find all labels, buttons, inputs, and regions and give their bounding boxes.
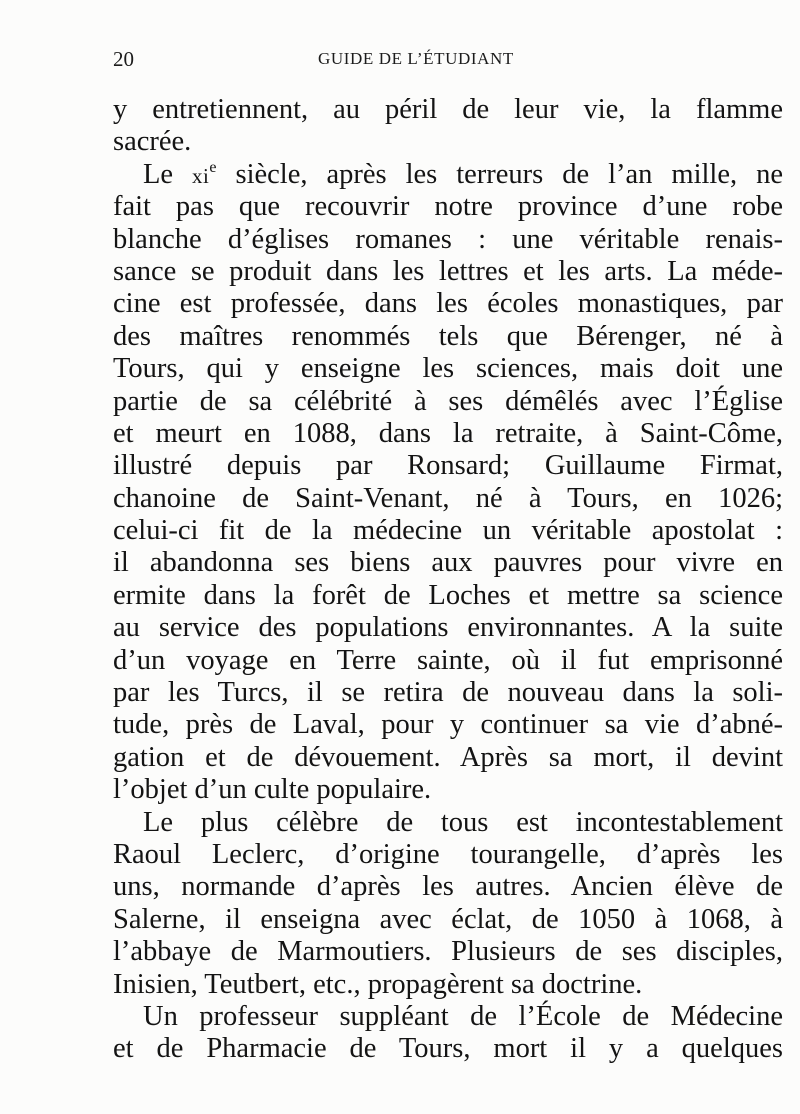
text-line: et de Pharmacie de Tours, mort il y a quelques [113,1033,783,1065]
text-line: au service des populations environnantes. A la suite [113,612,783,644]
text-line: Inisien, Teutbert, etc., propagèrent sa doctrine. [113,968,643,1000]
text-line: partie de sa célébrité à ses démêlés avec l’Église [113,385,783,417]
text-line: et meurt en 1088, dans la retraite, à Saint-Côme, [113,417,783,449]
text-segment: siècle, après les terreurs de l’an mille, ne [216,158,783,190]
text-line: fait pas que recouvrir notre province d’une robe [113,191,783,223]
text-line: d’un voyage en Terre sainte, où il fut emprisonné [113,644,783,676]
text-line: l’objet d’un culte populaire. [113,774,432,806]
text-line: sacrée. [113,126,192,158]
text-line: y entretiennent, au péril de leur vie, la flamme [113,94,783,125]
text-line: ermite dans la forêt de Loches et mettre sa science [113,579,783,611]
text-line: l’abbaye de Marmoutiers. Plusieurs de ses disciples, [113,936,783,968]
text-line: Le plus célèbre de tous est incontestablement [143,806,783,838]
text-segment: Le [143,158,193,190]
text-line: Un professeur suppléant de l’École de Médecine [143,1000,783,1032]
century-numeral: xi [192,163,210,188]
ordinal-superscript: e [209,158,217,176]
text-line: blanche d’églises romanes : une véritable renais- [113,223,783,255]
text-line: illustré depuis par Ronsard; Guillaume Firmat, [113,450,783,482]
text-line: chanoine de Saint-Venant, né à Tours, en 1026; [113,482,783,514]
text-line: Salerne, il enseigna avec éclat, de 1050 à 1068, à [113,903,783,935]
page-number: 20 [113,47,134,71]
text-line: Tours, qui y enseigne les sciences, mais doit une [113,353,783,385]
running-title: GUIDE DE L’ÉTUDIANT [318,49,514,68]
text-line: des maîtres renommés tels que Bérenger, né à [113,320,783,352]
page-header [113,44,783,74]
text-line: Raoul Leclerc, d’origine tourangelle, d’après les [113,838,783,870]
text-line: tude, près de Laval, pour y continuer sa vie d’abné- [113,709,783,741]
text-line: uns, normande d’après les autres. Ancien élève de [113,871,783,903]
text-line: sance se produit dans les lettres et les arts. La méde- [113,255,783,287]
text-line: cine est professée, dans les écoles monastiques, par [113,288,783,320]
body-text [113,94,783,1066]
text-line: gation et de dévouement. Après sa mort, il devint [113,741,783,773]
text-line: il abandonna ses biens aux pauvres pour vivre en [113,547,783,579]
text-line: celui-ci fit de la médecine un véritable apostolat : [113,515,783,547]
text-line [113,159,783,191]
text-line: par les Turcs, il se retira de nouveau dans la soli- [113,677,783,709]
